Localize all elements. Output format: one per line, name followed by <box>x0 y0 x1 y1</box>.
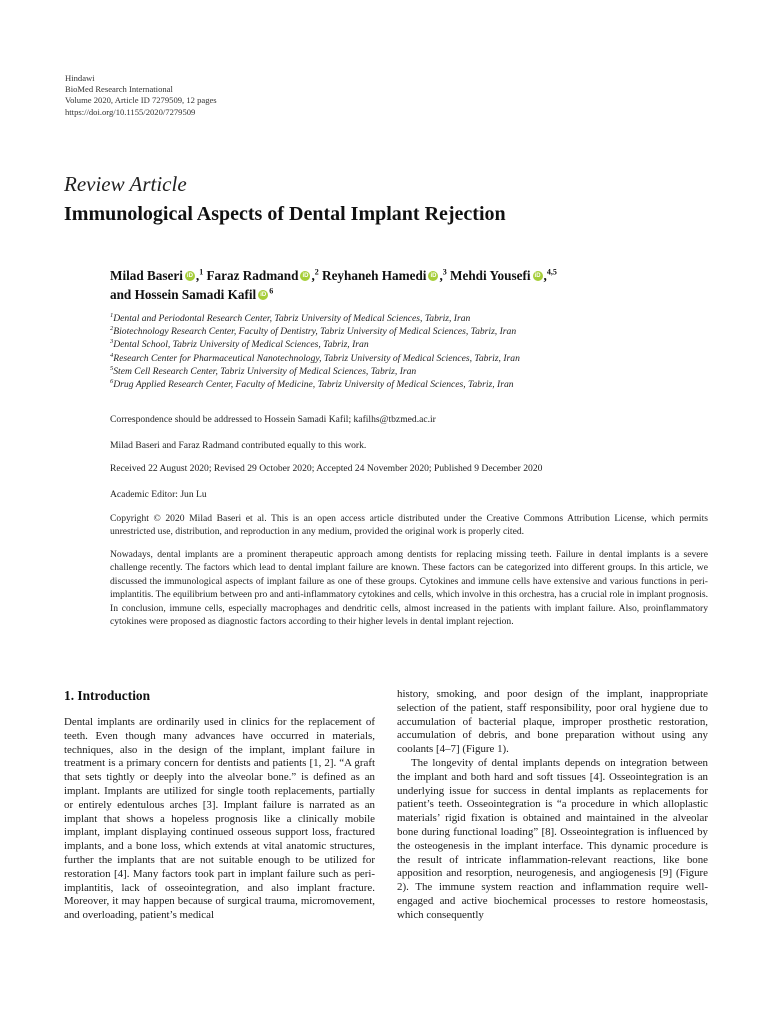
author-list <box>110 266 710 304</box>
author-name[interactable]: Milad Baseri <box>110 268 183 283</box>
author-affiliation-number: 2 <box>314 267 319 277</box>
affiliation-item: $^5$Stem Cell Research Center, Tabriz University of Medical Sciences, Tabriz, Iran <box>110 364 417 377</box>
affiliation-item: $^6$Drug Applied Research Center, Faculty of Medicine, Tabriz University of Medical Sciences, Tabriz, Iran <box>110 377 514 391</box>
orcid-icon[interactable]: iD <box>534 272 541 279</box>
doi-link[interactable]: https://doi.org/10.1155/2020/7279509 <box>65 106 196 117</box>
equal-contribution-note: Milad Baseri and Faraz Radmand contributed equally to this work. <box>110 440 367 451</box>
body-column-left <box>64 716 375 923</box>
journal-name: BioMed Research International <box>65 84 173 95</box>
author-3: Reyhaneh Hamedi iD ,$^3$ <box>322 267 447 283</box>
author-5 <box>110 287 273 302</box>
affiliation-item: $^4$Research Center for Pharmaceutical Nanotechnology, Tabriz University of Medical Sciences, Tabriz, Iran <box>110 351 520 364</box>
abstract: Nowadays, dental implants are a prominent therapeutic approach among dentists for replacing missing teeth. Failure in dental implants is a severe challenge recently. The factors which lead to dental implant failure are known. These factors can be categorized into different groups. In this article, we discussed the immunological aspects of implant failure as one of these groups. Cytokines and immune cells have extensive and various functions in peri-implantitis. The equilibrium between pro and anti-inflammatory cytokines and cells, which involve in this orchestra, has a crucial role in implant prognosis. In conclusion, immune cells, especially macrophages and dendritic cells, almost increased in the patients with implant failure. Also, proinflammatory cytokines were proposed as diagnostic factors according to their higher levels in dental implant rejection. <box>110 549 708 628</box>
orcid-icon[interactable]: iD <box>430 272 437 279</box>
body-column-right <box>397 688 708 923</box>
publisher-info <box>65 73 217 118</box>
author-name[interactable]: Mehdi Yousefi <box>450 268 531 283</box>
copyright-notice: Copyright © 2020 Milad Baseri et al. This is an open access article distributed under the Creative Commons Attribution License, which permits unrestricted use, distribution, and reproduction in any medium, provided the original work is properly cited. <box>110 513 708 538</box>
affiliation-item: $^2$Biotechnology Research Center, Faculty of Dentistry, Tabriz University of Medical Sciences, Tabriz, Iran <box>110 325 517 338</box>
author-affiliation-number: 3 <box>442 267 447 277</box>
publication-dates: Received 22 August 2020; Revised 29 October 2020; Accepted 24 November 2020; Published 9 December 2020 <box>110 463 543 474</box>
academic-editor: Academic Editor: Jun Lu <box>110 489 207 500</box>
orcid-icon[interactable]: iD <box>260 291 267 298</box>
body-paragraph: history, smoking, and poor design of the implant, inappropriate selection of the patient, staff responsibility, poor oral hygiene due to accumulation of bacterial plaque, improper prosthetic restoration, accumulation of debris, and bone preparation without using any coolants [4–7] (Figure 1). <box>397 688 708 756</box>
author-2: Faraz Radmand iD ,$^2$ <box>206 267 319 283</box>
orcid-icon[interactable]: iD <box>302 272 309 279</box>
volume-info: Volume 2020, Article ID 7279509, 12 pages <box>65 95 217 106</box>
affiliation-item: $^3$Dental School, Tabriz University of Medical Sciences, Tabriz, Iran <box>110 338 369 351</box>
author-name[interactable]: Hossein Samadi Kafil <box>134 287 257 302</box>
publisher-name: Hindawi <box>65 73 95 83</box>
author-affiliation-number: 4,5 <box>546 267 557 277</box>
author-name[interactable]: Faraz Radmand <box>206 268 299 283</box>
article-type: Review Article <box>64 172 187 196</box>
section-heading: 1. Introduction <box>64 688 151 703</box>
author-affiliation-number: 1 <box>199 267 204 277</box>
author-affiliation-number: 6 <box>269 286 274 296</box>
correspondence: Correspondence should be addressed to Hossein Samadi Kafil; kafilhs@tbzmed.ac.ir <box>110 414 436 425</box>
affiliation-item: $^1$Dental and Periodontal Research Center, Tabriz University of Medical Sciences, Tabriz, Iran <box>110 311 471 324</box>
body-paragraph: Dental implants are ordinarily used in clinics for the replacement of teeth. Even though many advances have occurred in materials, techniques, also in the design of the implant, implant failure in treatment is a primary concern for dentists and patients [1, 2]. “A graft that sets tightly or deeply into the alveolar bone.” is defined as an implant. Implants are utilized for single tooth replacements, partially or entirely edentulous arches [3]. Implant failure is narrated as an implant that shows a hopeless prognosis like a clinically mobile implant, implant displaying continued osseous support loss, fractured implants, and a bone loss, which extends at vital anatomic structures, further the implants that are not suitable enough to be utilized for restoration [4]. Many factors took part in implant failure such as peri-implantitis, lack of osseointegration, and also implant fracture. Moreover, it may happen because of surgical trauma, micromovement, and overloading, patient’s medical <box>64 716 375 922</box>
orcid-icon[interactable]: iD <box>186 272 193 279</box>
affiliation-list <box>110 312 520 391</box>
body-paragraph: The longevity of dental implants depends on integration between the implant and both hard and soft tissues [4]. Osseointegration is an underlying issue for success in dental implants as replacements for patient’s teeth. Osseointegration is “a procedure in which alloplastic materials’ rigid fixation is obtained and maintained in the alveolar bone during functional loading” [8]. Osseointegration is influenced by the osteogenesis in the implant interface. This dynamic procedure is the result of intricate inflammation-relevant reactions, like bone apposition and resorption, neurogenesis, and angiogenesis [9] (Figure 2). The immune system reaction and inflammation require well-engaged and active biochemical processes to restore homeostasis, which consequently <box>397 756 708 921</box>
author-prefix: and <box>110 287 135 302</box>
article-title: Immunological Aspects of Dental Implant Rejection <box>64 203 506 225</box>
author-1: Milad Baseri iD ,$^1$ <box>110 267 204 283</box>
author-name[interactable]: Reyhaneh Hamedi <box>322 268 427 283</box>
author-4: Mehdi Yousefi iD ,$^{4,5}$ <box>450 267 557 283</box>
